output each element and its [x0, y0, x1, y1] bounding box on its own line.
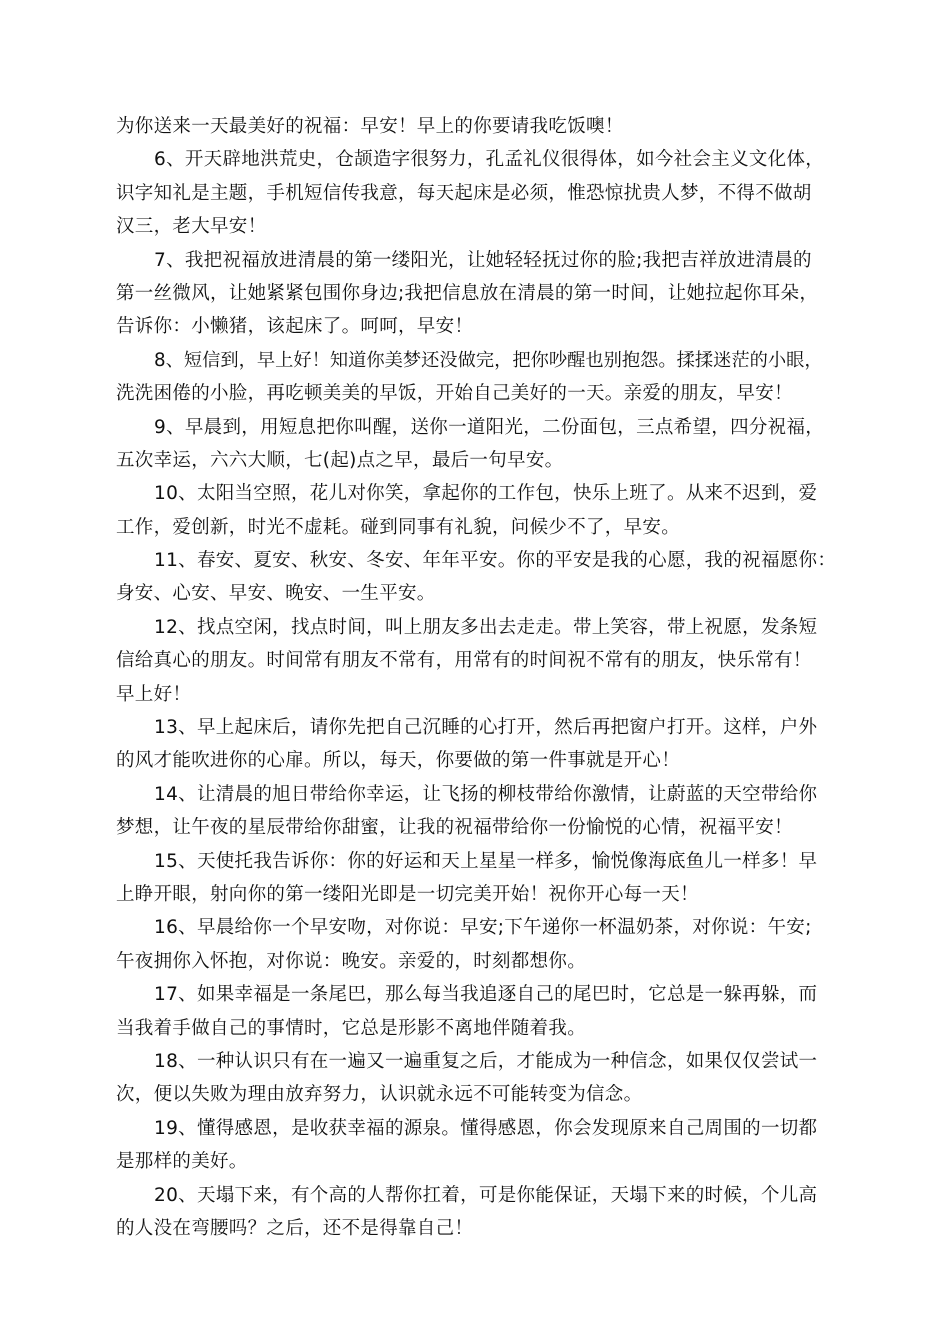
text-line: 上睁开眼，射向你的第一缕阳光即是一切完美开始！祝你开心每一天！: [116, 883, 699, 905]
text-line: 汉三，老大早安！: [116, 216, 267, 238]
text-line: 信给真心的朋友。时间常有朋友不常有，用常有的时间祝不常有的朋友，快乐常有！: [116, 650, 812, 672]
text-line: 19、懂得感恩，是收获幸福的源泉。懂得感恩，你会发现原来自己周围的一切都: [154, 1117, 818, 1139]
text-line: 的风才能吹进你的心扉。所以，每天，你要做的第一件事就是开心！: [116, 750, 681, 772]
text-line: 第一丝微风，让她紧紧包围你身边;我把信息放在清晨的第一时间，让她拉起你耳朵，: [116, 282, 819, 304]
text-line: 7、我把祝福放进清晨的第一缕阳光，让她轻轻抚过你的脸;我把吉祥放进清晨的: [154, 249, 812, 271]
text-line: 是那样的美好。: [116, 1151, 248, 1173]
text-line: 14、让清晨的旭日带给你幸运，让飞扬的柳枝带给你激情，让蔚蓝的天空带给你: [154, 783, 818, 805]
text-line: 当我着手做自己的事情时，它总是形影不离地伴随着我。: [116, 1017, 587, 1039]
text-line: 身安、心安、早安、晚安、一生平安。: [116, 583, 436, 605]
text-line: 17、如果幸福是一条尾巴，那么每当我追逐自己的尾巴时，它总是一躲再躲，而: [154, 984, 818, 1006]
text-line: 工作，爱创新，时光不虚耗。碰到同事有礼貌，问候少不了，早安。: [116, 516, 681, 538]
text-line: 五次幸运，六六大顺，七(起)点之早，最后一句早安。: [116, 449, 564, 471]
text-line: 午夜拥你入怀抱，对你说：晚安。亲爱的，时刻都想你。: [116, 950, 587, 972]
text-line: 16、早晨给你一个早安吻，对你说：早安;下午递你一杯温奶茶，对你说：午安;: [154, 917, 812, 939]
text-line: 11、春安、夏安、秋安、冬安、年年平安。你的平安是我的心愿，我的祝福愿你：: [154, 550, 837, 572]
document-body: [116, 110, 836, 1245]
text-line: 洗洗困倦的小脸，再吃顿美美的早饭，开始自己美好的一天。亲爱的朋友，早安！: [116, 383, 793, 405]
text-line: 告诉你：小懒猪，该起床了。呵呵，早安！: [116, 316, 474, 338]
text-line: 8、短信到，早上好！知道你美梦还没做完，把你吵醒也别抱怨。揉揉迷茫的小眼，: [154, 349, 823, 371]
text-line: 15、天使托我告诉你：你的好运和天上星星一样多，愉悦像海底鱼儿一样多！早: [154, 850, 818, 872]
text-line: 9、早晨到，用短息把你叫醒，送你一道阳光，二份面包，三点希望，四分祝福，: [154, 416, 825, 438]
text-line: 早上好！: [116, 683, 192, 705]
text-line: 10、太阳当空照，花儿对你笑，拿起你的工作包，快乐上班了。从来不迟到，爱: [154, 483, 818, 505]
text-line: 为你送来一天最美好的祝福：早安！早上的你要请我吃饭噢！: [116, 116, 624, 137]
text-line: 13、早上起床后，请你先把自己沉睡的心打开，然后再把窗户打开。这样，户外: [154, 717, 818, 739]
text-line: 梦想，让午夜的星辰带给你甜蜜，让我的祝福带给你一份愉悦的心情，祝福平安！: [116, 817, 793, 839]
text-line: 识字知礼是主题，手机短信传我意，每天起床是必须，惟恐惊扰贵人梦，不得不做胡: [116, 182, 812, 204]
text-line: 次，便以失败为理由放弃努力，认识就永远不可能转变为信念。: [116, 1084, 643, 1106]
text-line: 6、开天辟地洪荒史，仓颉造字很努力，孔孟礼仪很得体，如今社会主义文化体，: [154, 149, 825, 171]
text-line: 的人没在弯腰吗？之后，还不是得靠自己！: [116, 1217, 474, 1239]
text-line: 12、找点空闲，找点时间，叫上朋友多出去走走。带上笑容，带上祝愿，发条短: [154, 616, 818, 638]
text-line: 20、天塌下来，有个高的人帮你扛着，可是你能保证，天塌下来的时候，个儿高: [154, 1184, 818, 1206]
text-line: 18、一种认识只有在一遍又一遍重复之后，才能成为一种信念，如果仅仅尝试一: [154, 1050, 818, 1072]
